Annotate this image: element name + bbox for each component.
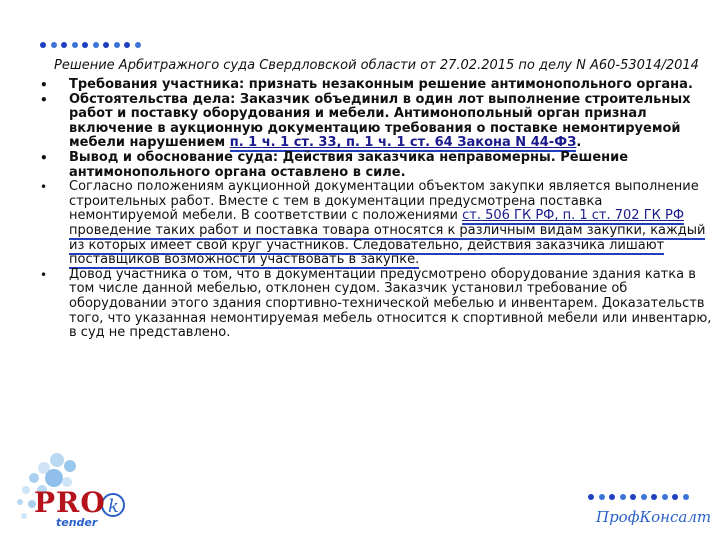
reasoning-text: Согласно положениям аукционной документации объектом закупки является выполнение строительных работ. Вместе с тем в документации предусмотрена поставка немонтируемой мебели. В соответствии с положениями — [69, 179, 699, 224]
conclusion-text: Вывод и обоснование суда: Действия заказчика неправомерны. Решение антимонопольного органа оставлено в силе. — [69, 149, 629, 180]
list-item — [40, 93, 712, 151]
argument-text: Довод участника о том, что в документации предусмотрено оборудование здания катка в том числе данной мебелью, отклонен судом. Заказчик установил требование об оборудовании этого здания спортивно-технической мебелью и инвентарем. Доказательств того, что указанная немонтируемая мебель относится к спортивной мебели или инвентарю, в суд не представлено. — [69, 266, 712, 341]
logo-word: PRO — [34, 486, 106, 519]
list-item — [40, 268, 712, 341]
circumstances-text-end: . — [576, 135, 582, 151]
slide-title: Решение Арбитражного суда Свердловской области от 27.02.2015 по делу N А60-53014/2014 — [54, 58, 699, 73]
circumstances-text: Обстоятельства дела: Заказчик объединил в один лот выполнение строительных работ и поставку оборудования и мебели. Антимонопольный орган признал включение в аукционную документацию требования о поставке немонтируемой мебели нарушением — [69, 91, 691, 151]
list-item — [40, 180, 712, 268]
reasoning-highlight-text: проведение таких работ и поставка товара относятся к различным видам закупки, каждый из которых имеет свой круг участников. Следовательно, действия заказчика лишают поставщиков возможности участвовать в закупке. — [69, 222, 706, 268]
bullet-icon: • — [40, 267, 48, 282]
law-link[interactable]: п. 1 ч. 1 ст. 33, п. 1 ч. 1 ст. 64 Закона N 44-ФЗ — [229, 135, 577, 151]
pro-tender-logo — [12, 452, 132, 532]
logo-subtitle: tender — [56, 516, 98, 529]
bullet-icon: • — [40, 92, 48, 107]
list-item — [40, 78, 712, 93]
civil-code-link[interactable]: ст. 506 ГК РФ, п. 1 ст. 702 ГК РФ — [462, 208, 685, 224]
decorative-dots-bottom — [588, 494, 689, 500]
svg-text:k: k — [108, 496, 119, 517]
bullet-list — [40, 78, 712, 341]
bullet-icon: • — [40, 150, 48, 165]
bullet-icon: • — [40, 78, 48, 92]
requirement-text: Требования участника: признать незаконным решение антимонопольного органа. — [69, 77, 693, 92]
bullet-icon: • — [40, 180, 48, 195]
list-item — [40, 151, 712, 180]
decorative-dots-top — [40, 42, 141, 48]
footer-brand: ПрофКонсалт — [596, 508, 712, 526]
